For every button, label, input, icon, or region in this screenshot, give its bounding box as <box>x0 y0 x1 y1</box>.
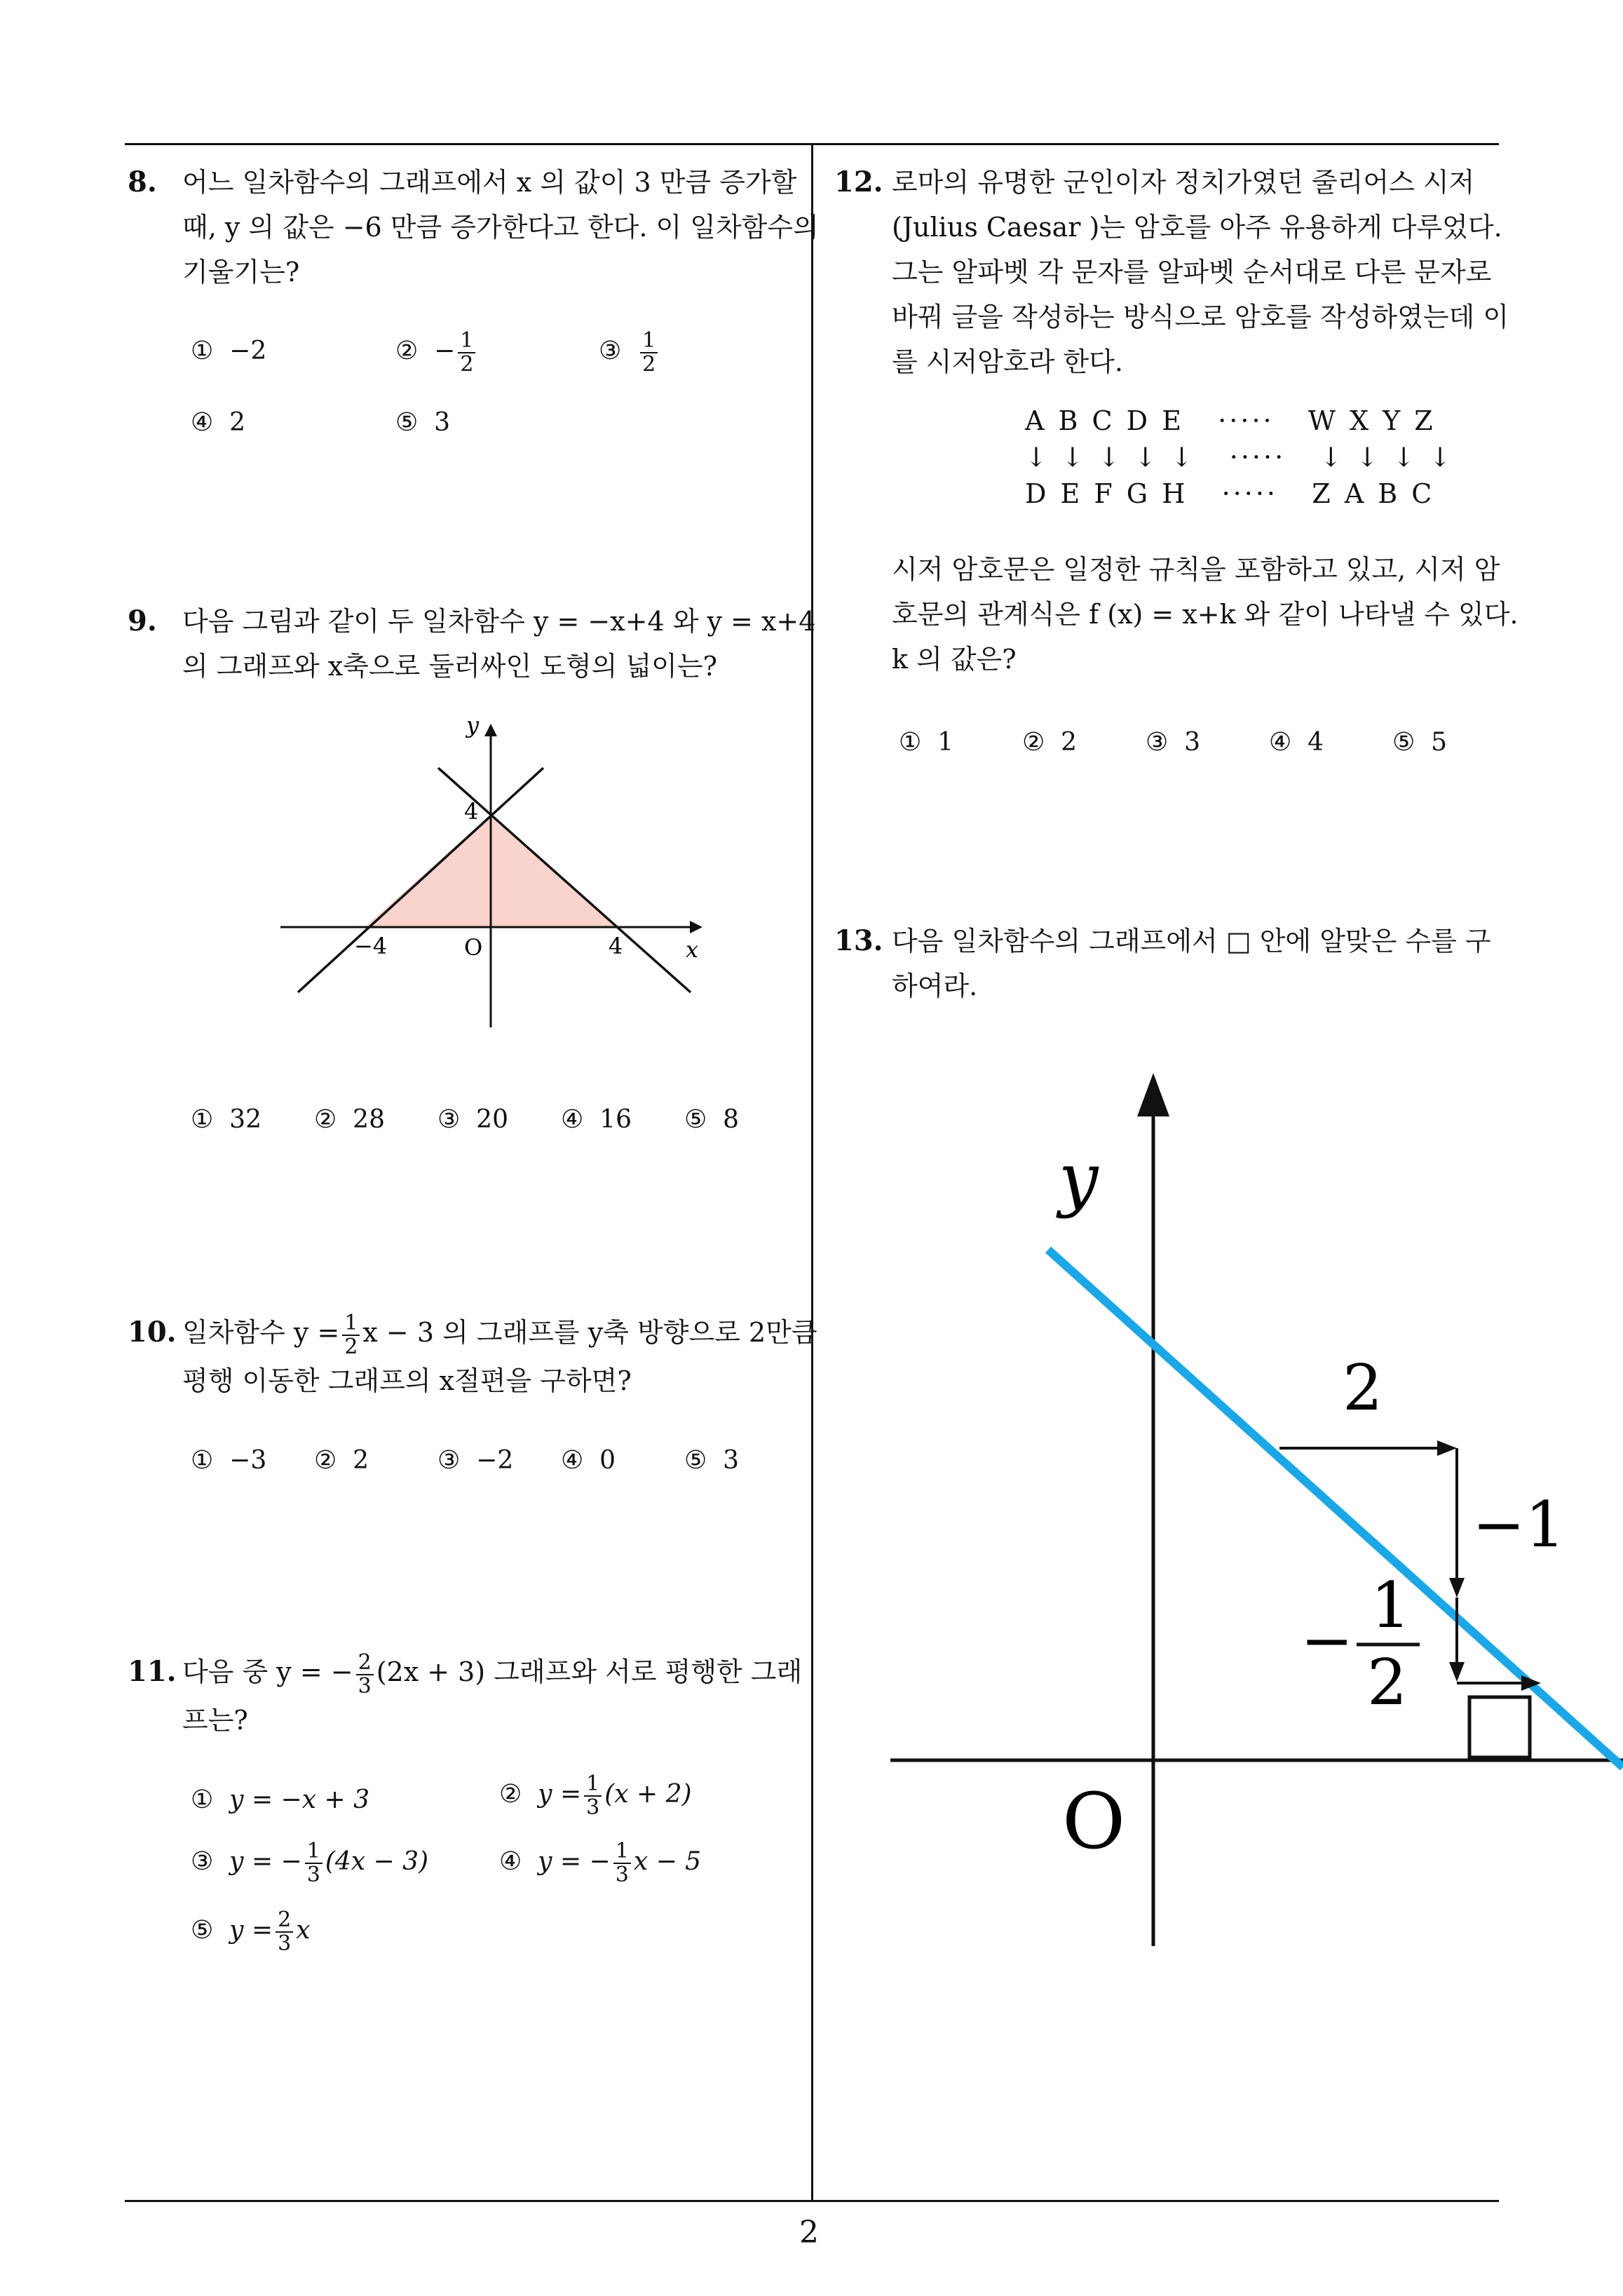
question-text <box>182 1649 802 1743</box>
text-line: 기울기는? <box>182 257 300 288</box>
y-axis-arrow <box>484 724 497 736</box>
question-number: 13. <box>834 924 883 957</box>
text-line: 하여라. <box>892 971 978 1001</box>
option-2[interactable]: ② − $\frac{1}{2}$ <box>395 330 478 376</box>
text-line: 프는? <box>182 1704 248 1736</box>
option-4[interactable]: ④ 0 <box>561 1446 616 1475</box>
fraction: $\frac{2}{3}$ <box>356 1652 374 1698</box>
origin-label: O <box>1062 1776 1126 1866</box>
text-line: 의 그래프와 x축으로 둘러싸인 도형의 넓이는? <box>182 651 717 682</box>
text-line: 일차함수 y = $\frac{1}{2}$ x − 3 의 그래프를 y축 방향으로 2만큼 <box>182 1310 817 1359</box>
text-line: 다음 일차함수의 그래프에서 □ 안에 알맞은 수를 구 <box>892 926 1491 957</box>
y-axis-arrow <box>1137 1073 1169 1116</box>
question-text <box>892 547 1518 682</box>
option-2[interactable]: ② 28 <box>314 1105 385 1134</box>
fraction: $\frac{1}{3}$ <box>613 1840 631 1886</box>
y-tick-4: 4 <box>464 798 479 825</box>
text-line: 평행 이동한 그래프의 x절편을 구하면? <box>182 1365 632 1396</box>
text-line: 어느 일차함수의 그래프에서 x 의 값이 3 만큼 증가할 <box>182 167 797 198</box>
option-3[interactable]: ③ 20 <box>437 1105 508 1134</box>
question-text <box>892 160 1509 384</box>
option-4[interactable]: ④ 2 <box>191 408 246 437</box>
text-line: 다음 중 y = − $\frac{2}{3}$ (2x + 3) 그래프와 서로 평행한 그래 <box>182 1649 803 1699</box>
text-line: 시저 암호문은 일정한 규칙을 포함하고 있고, 시저 암 <box>892 554 1500 585</box>
option-2[interactable]: ② 2 <box>1022 728 1078 757</box>
x-axis-arrow <box>690 921 702 933</box>
option-4[interactable]: ④ 16 <box>561 1105 632 1134</box>
half-sign: − <box>1301 1604 1354 1677</box>
q13-graph <box>890 1066 1623 1950</box>
fraction: $\frac{1}{2}$ <box>458 330 475 376</box>
fraction: $\frac{1}{2}$ <box>640 330 658 376</box>
x-tick-neg-4: −4 <box>354 933 388 959</box>
half-numerator: 1 <box>1371 1569 1411 1642</box>
option-5[interactable]: ⑤ y = $\frac{2}{3}$ x <box>191 1907 311 1956</box>
y-axis-label: y <box>466 712 480 738</box>
option-2[interactable]: ② 2 <box>314 1446 369 1475</box>
cipher-table <box>1025 403 1454 512</box>
option-5[interactable]: ⑤ 8 <box>684 1105 740 1134</box>
x-axis-label: x <box>686 936 699 963</box>
cipher-row-plain: A B C D E ····· W X Y Z <box>1025 405 1436 436</box>
option-1[interactable]: ① −2 <box>191 337 267 365</box>
half-rise-arrowhead <box>1449 1662 1465 1682</box>
page-number: 2 <box>799 2215 819 2250</box>
option-3[interactable]: ③ 3 <box>1146 728 1201 757</box>
x-tick-4: 4 <box>609 933 623 959</box>
question-text <box>182 160 819 295</box>
question-number: 8. <box>128 166 157 198</box>
run-arrowhead <box>1437 1440 1457 1456</box>
option-3[interactable]: ③ $\frac{1}{2}$ <box>599 330 660 376</box>
option-3[interactable]: ③ y = − $\frac{1}{3}$ (4x − 3) <box>191 1839 429 1887</box>
text-line: k 의 값은? <box>892 644 1017 675</box>
text-line: 로마의 유명한 군인이자 정치가였던 줄리어스 시저 <box>892 167 1475 198</box>
text-line: 호문의 관계식은 f (x) = x+k 와 같이 나타낼 수 있다. <box>892 599 1519 630</box>
option-1[interactable]: ① 32 <box>191 1105 262 1134</box>
option-1[interactable]: ① y = −x + 3 <box>191 1785 369 1814</box>
text-line: 그는 알파벳 각 문자를 알파벳 순서대로 다른 문자로 <box>892 257 1492 288</box>
question-text <box>182 599 815 689</box>
text-line: 바꿔 글을 작성하는 방식으로 암호를 작성하였는데 이 <box>892 302 1509 332</box>
origin-label: O <box>464 934 483 961</box>
run-label: 2 <box>1343 1351 1383 1425</box>
q9-graph <box>266 708 715 1038</box>
fraction: $\frac{1}{2}$ <box>342 1312 360 1358</box>
option-5[interactable]: ⑤ 3 <box>684 1446 740 1475</box>
fraction: $\frac{2}{3}$ <box>276 1909 293 1955</box>
option-1[interactable]: ① 1 <box>899 728 954 757</box>
option-4[interactable]: ④ y = − $\frac{1}{3}$ x − 5 <box>499 1839 702 1887</box>
text-line: (Julius Caesar )는 암호를 아주 유용하게 다루었다. <box>892 212 1502 243</box>
bottom-rule <box>125 2200 1499 2202</box>
text-line: 를 시저암호라 한다. <box>892 346 1123 377</box>
cipher-row-encoded: D E F G H ····· Z A B C <box>1025 478 1435 509</box>
answer-box[interactable] <box>1469 1697 1530 1757</box>
option-1[interactable]: ① −3 <box>191 1446 267 1475</box>
fraction: $\frac{1}{3}$ <box>584 1773 602 1819</box>
question-number: 9. <box>128 605 157 637</box>
fraction: $\frac{1}{3}$ <box>305 1840 322 1886</box>
question-number: 10. <box>128 1316 177 1349</box>
question-number: 11. <box>128 1655 177 1688</box>
column-divider <box>811 143 813 2201</box>
half-denominator: 2 <box>1367 1646 1408 1720</box>
option-5[interactable]: ⑤ 5 <box>1392 728 1448 757</box>
rise-label: −1 <box>1472 1488 1566 1562</box>
question-text <box>182 1310 817 1403</box>
option-4[interactable]: ④ 4 <box>1269 728 1324 757</box>
y-axis-label: y <box>1059 1137 1099 1220</box>
rise-arrowhead <box>1449 1578 1465 1598</box>
option-2[interactable]: ② y = $\frac{1}{3}$ (x + 2) <box>499 1771 692 1820</box>
option-3[interactable]: ③ −2 <box>437 1446 514 1475</box>
question-text <box>892 919 1491 1008</box>
cipher-row-arrows: ↓ ↓ ↓ ↓ ↓ ····· ↓ ↓ ↓ ↓ <box>1025 442 1454 473</box>
text-line: 때, y 의 값은 −6 만큼 증가한다고 한다. 이 일차함수의 <box>182 212 819 243</box>
text-line: 다음 그림과 같이 두 일차함수 y = −x+4 와 y = x+4 <box>182 606 816 637</box>
question-number: 12. <box>834 166 883 198</box>
option-5[interactable]: ⑤ 3 <box>395 408 451 437</box>
